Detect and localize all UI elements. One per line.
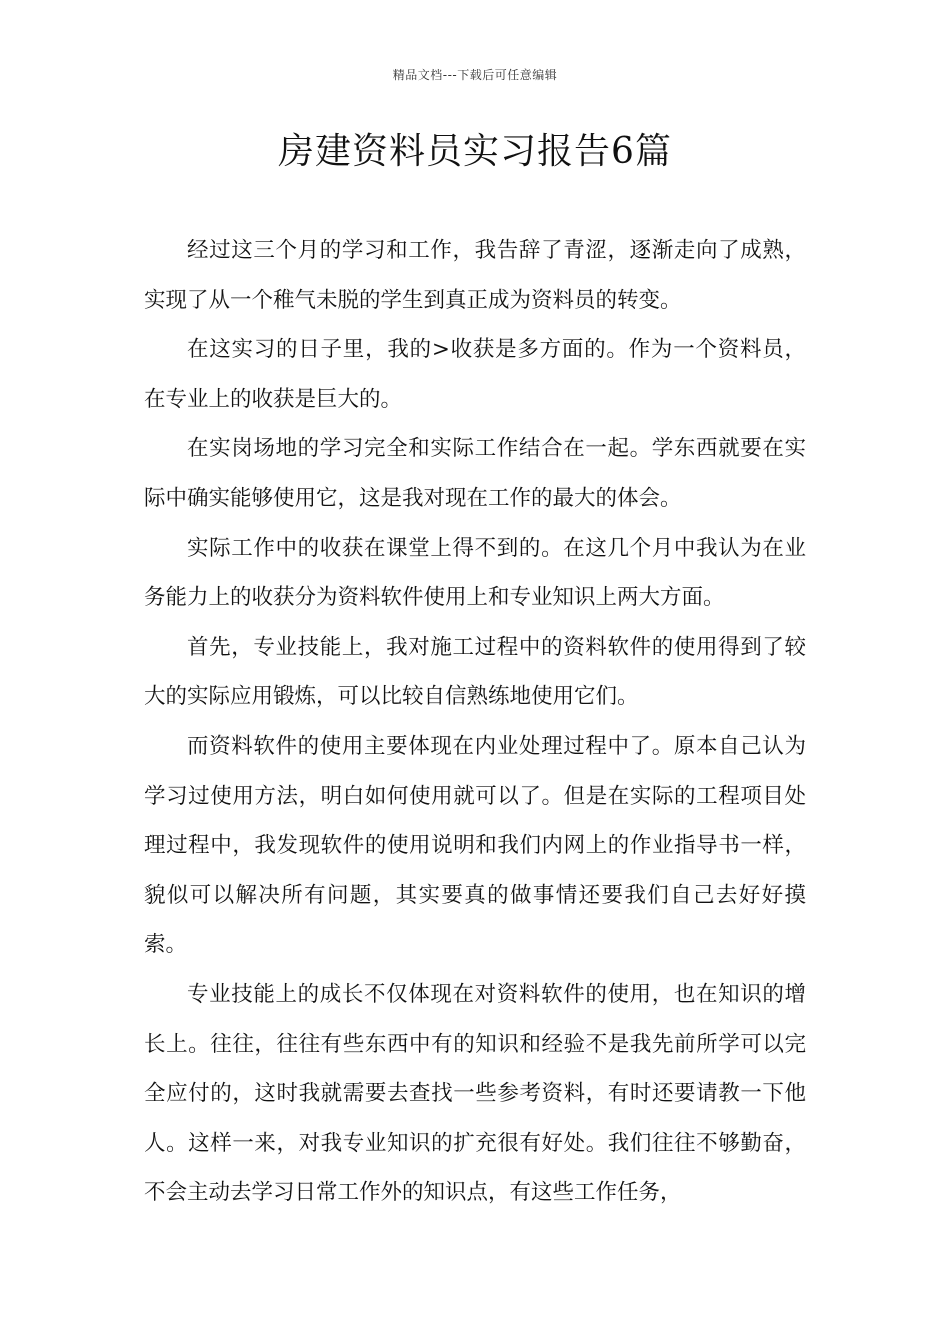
paragraph: 在实岗场地的学习完全和实际工作结合在一起。学东西就要在实际中确实能够使用它，这是我对现在工作的最大的体会。 bbox=[144, 436, 806, 511]
document-body bbox=[144, 226, 806, 1218]
document-title: 房建资料员实习报告6篇 bbox=[278, 131, 672, 172]
paragraph: 经过这三个月的学习和工作，我告辞了青涩，逐渐走向了成熟，实现了从一个稚气未脱的学生到真正成为资料员的转变。 bbox=[144, 238, 806, 313]
paragraph: 首先，专业技能上，我对施工过程中的资料软件的使用得到了较大的实际应用锻炼，可以比较自信熟练地使用它们。 bbox=[144, 634, 806, 710]
paragraph: 在这实习的日子里，我的>收获是多方面的。作为一个资料员，在专业上的收获是巨大的。 bbox=[144, 337, 806, 412]
paragraph: 实际工作中的收获在课堂上得不到的。在这几个月中我认为在业务能力上的收获分为资料软件使用上和专业知识上两大方面。 bbox=[144, 535, 806, 611]
paragraph: 而资料软件的使用主要体现在内业处理过程中了。原本自己认为学习过使用方法，明白如何使用就可以了。但是在实际的工程项目处理过程中，我发现软件的使用说明和我们内网上的作业指导书一样，貌似可以解决所有问题，其实要真的做事情还要我们自己去好好摸索。 bbox=[144, 733, 806, 958]
header-note: 精品文档---下载后可任意编辑 bbox=[392, 68, 558, 82]
paragraph: 专业技能上的成长不仅体现在对资料软件的使用，也在知识的增长上。往往，往往有些东西中有的知识和经验不是我先前所学可以完全应付的，这时我就需要去查找一些参考资料，有时还要请教一下他人。这样一来，对我专业知识的扩充很有好处。我们往往不够勤奋，不会主动去学习日常工作外的知识点，有这些工作任务， bbox=[144, 981, 806, 1206]
